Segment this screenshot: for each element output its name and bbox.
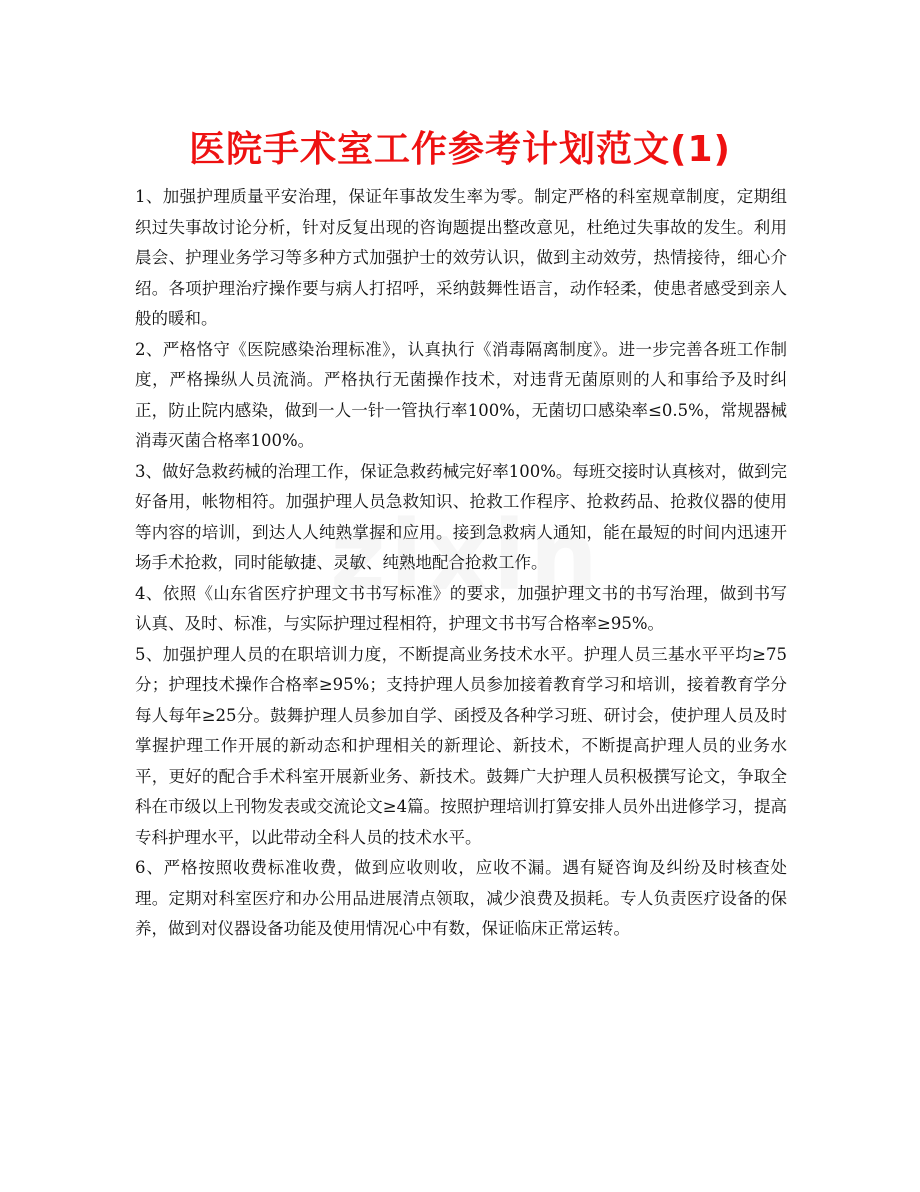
paragraph-3: 3、做好急救药械的治理工作，保证急救药械完好率100%。每班交接时认真核对，做到完好备用，帐物相符。加强护理人员急救知识、抢救工作程序、抢救药品、抢救仪器的使用等内容的培训，到达人人纯熟掌握和应用。接到急救病人通知，能在最短的时间内迅速开场手术抢救，同时能敏捷、灵敏、纯熟地配合抢救工作。 — [135, 461, 787, 572]
paragraph-1: 1、加强护理质量平安治理，保证年事故发生率为零。制定严格的科室规章制度，定期组织过失事故讨论分析，针对反复出现的咨询题提出整改意见，杜绝过失事故的发生。利用晨会、护理业务学习等多种方式加强护士的效劳认识，做到主动效劳，热情接待，细心介绍。各项护理治疗操作要与病人打招呼，采纳鼓舞性语言，动作轻柔，使患者感受到亲人般的暖和。 — [135, 187, 787, 328]
paragraph-4: 4、依照《山东省医疗护理文书书写标准》的要求，加强护理文书的书写治理，做到书写认真、及时、标准，与实际护理过程相符，护理文书书写合格率≥95%。 — [135, 583, 787, 633]
document-title: 医院手术室工作参考计划范文(1) — [189, 129, 731, 170]
document-body — [135, 182, 787, 945]
paragraph-2: 2、严格恪守《医院感染治理标准》，认真执行《消毒隔离制度》。进一步完善各班工作制度，严格操纵人员流淌。严格执行无菌操作技术，对违背无菌原则的人和事给予及时纠正，防止院内感染，做到一人一针一管执行率100%，无菌切口感染率≤0.5%，常规器械消毒灭菌合格率100%。 — [135, 339, 787, 450]
paragraph-5: 5、加强护理人员的在职培训力度，不断提高业务技术水平。护理人员三基水平平均≥75分；护理技术操作合格率≥95%；支持护理人员参加接着教育学习和培训，接着教育学分每人每年≥25分。鼓舞护理人员参加自学、函授及各种学习班、研讨会，使护理人员及时掌握护理工作开展的新动态和护理相关的新理论、新技术，不断提高护理人员的业务水平，更好的配合手术科室开展新业务、新技术。鼓舞广大护理人员积极撰写论文，争取全科在市级以上刊物发表或交流论文≥4篇。按照护理培训打算安排人员外出进修学习，提高专科护理水平，以此带动全科人员的技术水平。 — [135, 644, 787, 847]
paragraph-6: 6、严格按照收费标准收费，做到应收则收，应收不漏。遇有疑咨询及纠纷及时核查处理。定期对科室医疗和办公用品进展清点领取，减少浪费及损耗。专人负责医疗设备的保养，做到对仪器设备功能及使用情况心中有数，保证临床正常运转。 — [135, 858, 787, 938]
